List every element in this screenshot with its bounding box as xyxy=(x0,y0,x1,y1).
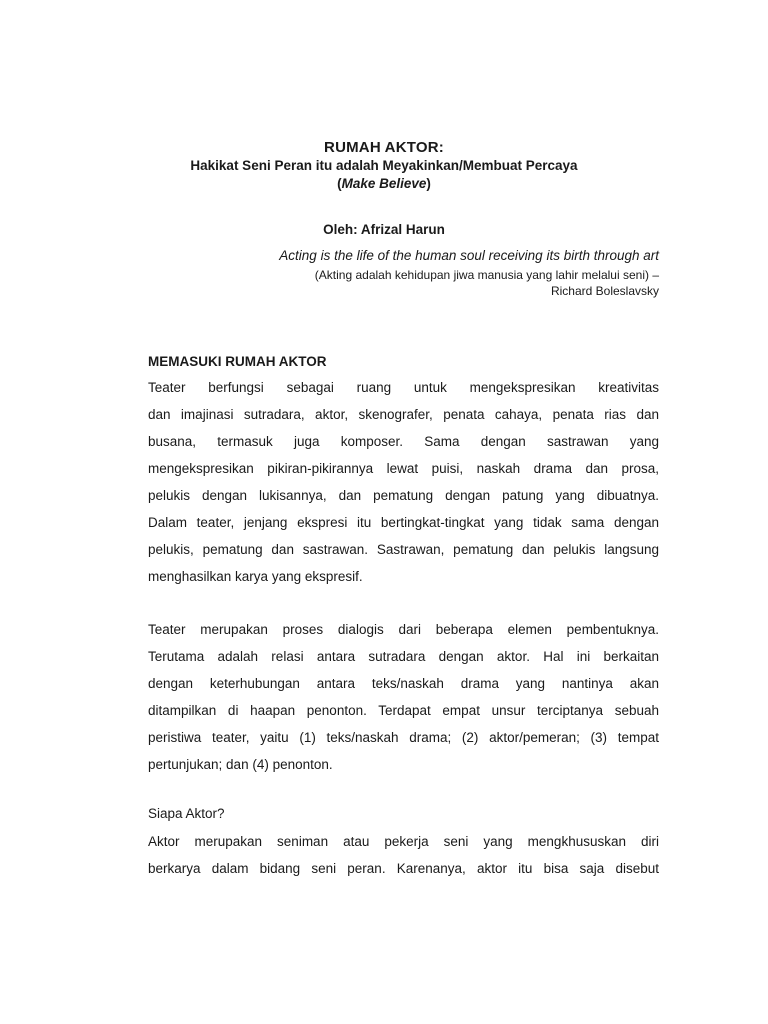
subtitle-italic-text: Make Believe xyxy=(341,176,427,191)
paragraph-line: menghasilkan karya yang ekspresif. xyxy=(148,569,363,584)
document-subtitle: Hakikat Seni Peran itu adalah Meyakinkan/Membuat Percaya xyxy=(190,158,578,173)
paragraph-line: pelukis dengan lukisannya, dan pematung dengan patung yang dibuatnya. xyxy=(148,488,659,503)
paragraph-line: dan imajinasi sutradara, aktor, skenografer, penata cahaya, penata rias dan xyxy=(148,407,659,422)
paragraph-line: Teater berfungsi sebagai ruang untuk mengekspresikan kreativitas xyxy=(148,380,659,395)
document-subtitle-english xyxy=(0,175,768,193)
paragraph-line: Dalam teater, jenjang ekspresi itu bertingkat-tingkat yang tidak sama dengan xyxy=(148,515,659,530)
paragraph-1 xyxy=(148,374,659,590)
subtitle-close-paren: ) xyxy=(426,176,431,191)
document-title: RUMAH AKTOR: xyxy=(324,139,444,156)
author-byline: Oleh: Afrizal Harun xyxy=(323,222,445,237)
paragraph-line: peristiwa teater, yaitu (1) teks/naskah drama; (2) aktor/pemeran; (3) tempat xyxy=(148,730,659,745)
paragraph-3 xyxy=(148,828,659,882)
subtitle-open-paren: ( xyxy=(337,176,342,191)
sub-heading: Siapa Aktor? xyxy=(148,806,225,821)
paragraph-line: Teater merupakan proses dialogis dari beberapa elemen pembentuknya. xyxy=(148,622,659,637)
paragraph-line: mengekspresikan pikiran-pikirannya lewat puisi, naskah drama dan prosa, xyxy=(148,461,659,476)
paragraph-line: pelukis, pematung dan sastrawan. Sastrawan, pematung dan pelukis langsung xyxy=(148,542,659,557)
paragraph-line: Terutama adalah relasi antara sutradara dengan aktor. Hal ini berkaitan xyxy=(148,649,659,664)
title-block xyxy=(0,139,768,193)
epigraph-source: Richard Boleslavsky xyxy=(550,284,659,298)
paragraph-line: berkarya dalam bidang seni peran. Karenanya, aktor itu bisa saja disebut xyxy=(148,861,659,876)
epigraph xyxy=(99,247,659,299)
epigraph-quote: Acting is the life of the human soul receiving its birth through art xyxy=(279,248,659,263)
paragraph-line: dengan keterhubungan antara teks/naskah drama yang nantinya akan xyxy=(148,676,659,691)
paragraph-2 xyxy=(148,616,659,778)
paragraph-line: ditampilkan di haapan penonton. Terdapat empat unsur terciptanya sebuah xyxy=(148,703,659,718)
paragraph-line: Aktor merupakan seniman atau pekerja seni yang mengkhususkan diri xyxy=(148,834,659,849)
paragraph-line: pertunjukan; dan (4) penonton. xyxy=(148,757,333,772)
paragraph-line: busana, termasuk juga komposer. Sama dengan sastrawan yang xyxy=(148,434,659,449)
section-heading: MEMASUKI RUMAH AKTOR xyxy=(148,354,327,369)
epigraph-translation: (Akting adalah kehidupan jiwa manusia yang lahir melalui seni) – xyxy=(314,268,659,282)
